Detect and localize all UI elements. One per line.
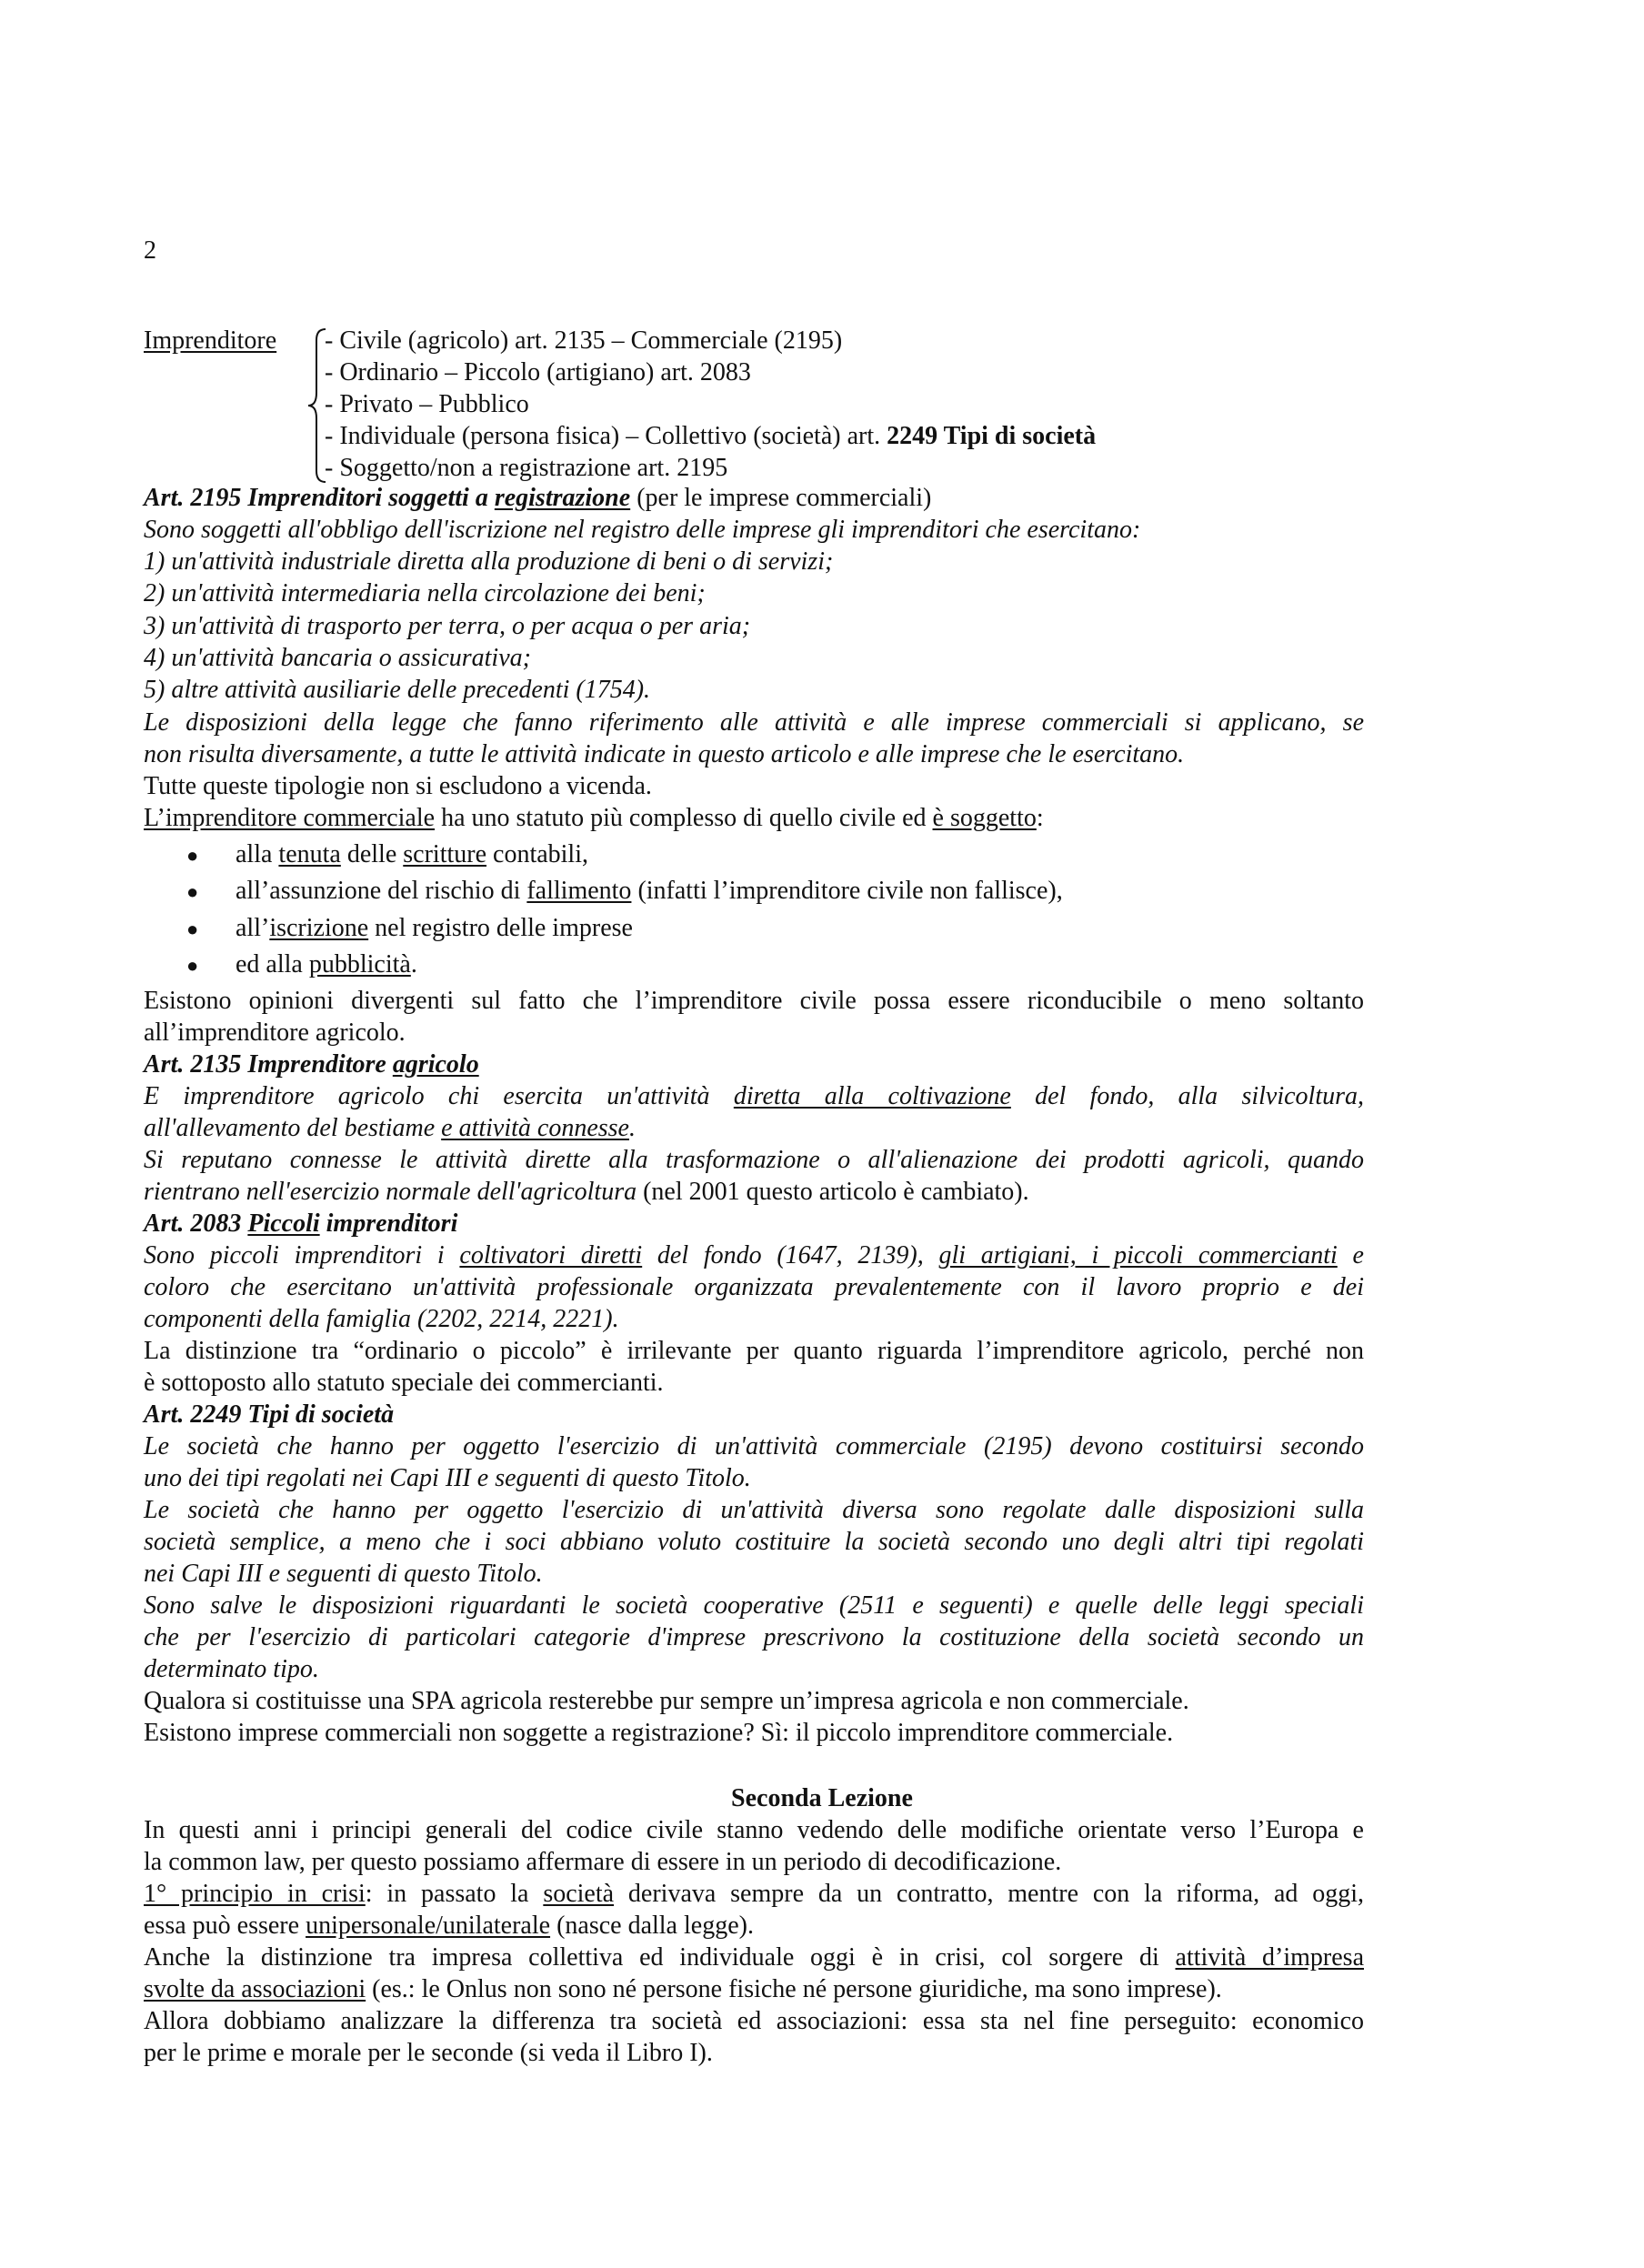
bullet-icon: ● — [186, 844, 199, 867]
classification-item — [325, 420, 1096, 452]
lezione-text-underlined: attività d’impresa — [1175, 1943, 1364, 1972]
art-2135-line — [144, 1112, 636, 1144]
classification-item: - Soggetto/non a registrazione art. 2195 — [325, 454, 728, 482]
bullet-text: all’assunzione del rischio di — [236, 877, 527, 905]
lezione-line: In questi anni i principi generali del codice civile stanno vedendo delle modifiche orientate verso l’Europa e — [144, 1816, 1364, 1844]
art-2083-text-underlined: gli artigiani, i piccoli commercianti — [938, 1241, 1338, 1269]
art-2135-text: del fondo, alla silvicoltura, — [1010, 1082, 1364, 1110]
bullet-item — [186, 838, 588, 871]
art-2195-note: (per le imprese commerciali) — [630, 484, 932, 512]
closing-line: Qualora si costituisse una SPA agricola resterebbe pur sempre un’impresa agricola e non commerciale. — [144, 1687, 1189, 1715]
art-2083-line: coloro che esercitano un'attività professionale organizzata prevalentemente con il lavoro proprio e dei — [144, 1273, 1364, 1301]
statuto-verb: è soggetto — [932, 804, 1037, 832]
art-2249-line: uno dei tipi regolati nei Capi III e seguenti di questo Titolo. — [144, 1464, 751, 1492]
art-2083-text-underlined: coltivatori diretti — [459, 1241, 643, 1269]
classification-label: Imprenditore — [144, 326, 277, 355]
lezione-text-underlined: unipersonale/unilaterale — [306, 1912, 551, 1940]
bullet-item — [186, 912, 633, 945]
art-2249-line: Le società che hanno per oggetto l'esercizio di un'attività commerciale (2195) devono costituirsi secondo — [144, 1432, 1364, 1460]
closing-line: Esistono imprese commerciali non soggette a registrazione? Sì: il piccolo imprenditore commerciale. — [144, 1719, 1174, 1747]
lezione-line: la common law, per questo possiamo affermare di essere in un periodo di decodificazione. — [144, 1848, 1062, 1876]
art-2195-heading — [144, 482, 931, 514]
bullet-text-underlined: fallimento — [526, 877, 632, 905]
art-2083-title-underlined: Piccoli — [247, 1209, 320, 1238]
statuto-line — [144, 802, 1044, 834]
art-2083-line: componenti della famiglia (2202, 2214, 2221). — [144, 1305, 619, 1333]
art-2249-line: nei Capi III e seguenti di questo Titolo. — [144, 1560, 543, 1588]
art-2083-heading — [144, 1208, 457, 1239]
art-2083-title: Art. 2083 — [144, 1209, 248, 1238]
art-2135-line: Si reputano connesse le attività dirette alla trasformazione o all'alienazione dei prodotti agricoli, quando — [144, 1146, 1364, 1174]
art-2195-line: 1) un'attività industriale diretta alla produzione di beni o di servizi; — [144, 547, 834, 576]
art-2135-line — [144, 1176, 1029, 1208]
lezione-line: Allora dobbiamo analizzare la differenza tra società ed associazioni: essa sta nel fine perseguito: economico — [144, 2007, 1364, 2035]
lezione-text: essa può essere — [144, 1912, 306, 1940]
art-2083-line — [144, 1239, 1364, 1271]
lezione-text: Anche la distinzione tra impresa collettiva ed individuale oggi è in crisi, col sorgere di — [144, 1943, 1176, 1972]
lezione-line: per le prime e morale per le seconde (si veda il Libro I). — [144, 2039, 713, 2067]
classification-item-text: - Individuale (persona fisica) – Collettivo (società) art. — [325, 422, 887, 450]
art-2249-heading: Art. 2249 Tipi di società — [144, 1400, 395, 1429]
art-2135-text: all'allevamento del bestiame — [144, 1114, 442, 1142]
bullet-text: (infatti l’imprenditore civile non fallisce), — [631, 877, 1063, 905]
note-tipologie: Tutte queste tipologie non si escludono a vicenda. — [144, 772, 652, 800]
art-2083-text: e — [1337, 1241, 1364, 1269]
art-2195-line: 5) altre attività ausiliarie delle precedenti (1754). — [144, 676, 651, 704]
classification-item: - Privato – Pubblico — [325, 390, 529, 418]
bullet-icon: ● — [186, 880, 199, 903]
distinzione-line: La distinzione tra “ordinario o piccolo” è irrilevante per quanto riguarda l’imprenditore agricolo, perché non — [144, 1337, 1364, 1365]
bullet-icon: ● — [186, 954, 199, 977]
art-2195-line: 4) un'attività bancaria o assicurativa; — [144, 644, 531, 672]
lezione-line — [144, 1910, 754, 1942]
art-2083-text: del fondo (1647, 2139), — [642, 1241, 939, 1269]
art-2135-text-underlined: diretta alla coltivazione — [733, 1082, 1011, 1110]
art-2135-text: . — [628, 1114, 636, 1142]
art-2135-title: Art. 2135 Imprenditore — [144, 1050, 393, 1079]
lezione-text-underlined: 1° principio in crisi — [144, 1880, 366, 1908]
bullet-text-underlined: scritture — [403, 840, 487, 868]
art-2249-line: che per l'esercizio di particolari categorie d'imprese prescrivono la costituzione della società secondo un — [144, 1623, 1364, 1651]
art-2249-line: Sono salve le disposizioni riguardanti le società cooperative (2511 e seguenti) e quelle delle leggi speciali — [144, 1591, 1364, 1620]
bullet-text: contabili, — [486, 840, 588, 868]
bullet-item — [186, 875, 1063, 908]
bullet-text-underlined: tenuta — [278, 840, 341, 868]
art-2195-line: 2) un'attività intermediaria nella circolazione dei beni; — [144, 579, 706, 607]
art-2135-title-underlined: agricolo — [392, 1050, 479, 1079]
art-2195-title: Art. 2195 Imprenditori soggetti a — [144, 484, 495, 512]
art-2195-title-underlined: registrazione — [494, 484, 631, 512]
bullet-text-underlined: iscrizione — [269, 914, 369, 942]
lezione-text-underlined: svolte da associazioni — [144, 1975, 366, 2003]
art-2195-line: 3) un'attività di trasporto per terra, o per acqua o per aria; — [144, 612, 751, 640]
opinioni-line: all’imprenditore agricolo. — [144, 1019, 406, 1047]
page-number: 2 — [144, 236, 156, 265]
art-2135-text-underlined: e attività connesse — [441, 1114, 629, 1142]
classification-item: - Ordinario – Piccolo (artigiano) art. 2083 — [325, 358, 751, 386]
art-2195-line: Le disposizioni della legge che fanno riferimento alle attività e alle imprese commerciali si applicano, se — [144, 708, 1364, 737]
art-2135-line — [144, 1080, 1364, 1112]
opinioni-line: Esistono opinioni divergenti sul fatto che l’imprenditore civile possa essere riconducibile o meno soltanto — [144, 987, 1364, 1015]
bullet-text: . — [410, 950, 417, 978]
art-2249-line: determinato tipo. — [144, 1655, 319, 1683]
art-2195-line: non risulta diversamente, a tutte le attività indicate in questo articolo e alle imprese che le esercitano. — [144, 740, 1185, 768]
classification-item: - Civile (agricolo) art. 2135 – Commerciale (2195) — [325, 326, 843, 355]
section-title: Seconda Lezione — [731, 1784, 913, 1812]
art-2249-line: società semplice, a meno che i soci abbiano voluto costituire la società secondo uno degli altri tipi regolati — [144, 1528, 1364, 1556]
statuto-middle: ha uno statuto più complesso di quello civile ed — [435, 804, 933, 832]
lezione-text-underlined: società — [543, 1880, 615, 1908]
art-2135-text: rientrano nell'esercizio normale dell'agricoltura — [144, 1178, 637, 1206]
bullet-text: ed alla — [236, 950, 309, 978]
bullet-text: delle — [340, 840, 404, 868]
lezione-line — [144, 1973, 1222, 2005]
bullet-item — [186, 948, 417, 981]
distinzione-line: è sottoposto allo statuto speciale dei commercianti. — [144, 1369, 664, 1397]
bullet-text: all’ — [236, 914, 270, 942]
lezione-text: : in passato la — [365, 1880, 544, 1908]
bullet-text-underlined: pubblicità — [308, 950, 411, 978]
art-2083-text: Sono piccoli imprenditori i — [144, 1241, 460, 1269]
art-2195-line: Sono soggetti all'obbligo dell'iscrizione nel registro delle imprese gli imprenditori che esercitano: — [144, 516, 1141, 544]
art-2135-note: (nel 2001 questo articolo è cambiato). — [637, 1178, 1029, 1206]
art-2135-heading — [144, 1049, 479, 1080]
statuto-end: : — [1036, 804, 1044, 832]
art-2249-line: Le società che hanno per oggetto l'esercizio di un'attività diversa sono regolate dalle disposizioni sulla — [144, 1496, 1364, 1524]
classification-item-ref: 2249 Tipi di società — [887, 422, 1097, 450]
statuto-subject: L’imprenditore commerciale — [144, 804, 436, 832]
bullet-text: nel registro delle imprese — [368, 914, 633, 942]
bullet-icon: ● — [186, 918, 199, 940]
lezione-line — [144, 1878, 1364, 1910]
lezione-text: (nasce dalla legge). — [550, 1912, 754, 1940]
art-2083-title: imprenditori — [319, 1209, 458, 1238]
lezione-text: (es.: le Onlus non sono né persone fisiche né persone giuridiche, ma sono imprese). — [366, 1975, 1222, 2003]
lezione-line — [144, 1942, 1364, 1973]
art-2135-text: E imprenditore agricolo chi esercita un'attività — [144, 1082, 734, 1110]
lezione-text: derivava sempre da un contratto, mentre con la riforma, ad oggi, — [614, 1880, 1364, 1908]
bullet-text: alla — [236, 840, 279, 868]
